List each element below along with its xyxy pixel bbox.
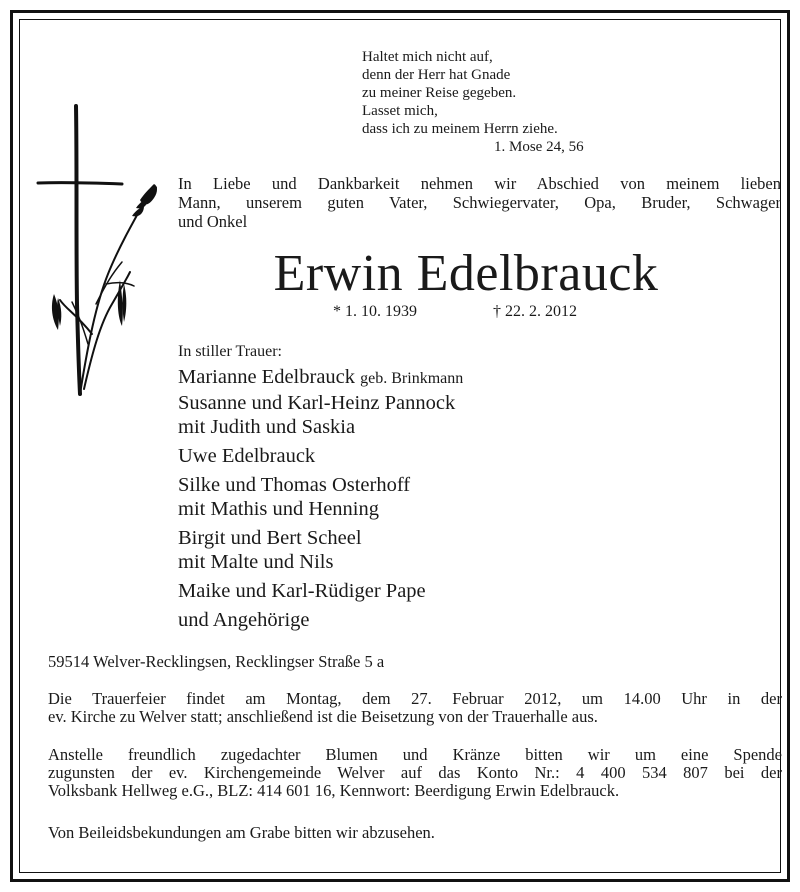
cross-with-wheat-icon	[36, 104, 160, 396]
donation-line: zugunsten der ev. Kirchengemeinde Welver auf das Konto Nr.: 4 400 534 807 bei der	[48, 763, 782, 782]
verse-reference: 1. Mose 24, 56	[494, 139, 584, 155]
bible-verse	[362, 48, 558, 138]
donation-notice	[48, 746, 782, 800]
verse-line: zu meiner Reise gegeben.	[362, 85, 517, 101]
mourner-line: und Angehörige	[178, 609, 310, 631]
deceased-name: Erwin Edelbrauck	[273, 245, 659, 302]
intro-line: und Onkel	[178, 212, 248, 231]
birth-date: * 1. 10. 1939	[333, 303, 417, 320]
mourner-line: Silke und Thomas Osterhoff	[178, 474, 411, 496]
mourner-line: Birgit und Bert Scheel	[178, 527, 362, 549]
verse-line: Lasset mich,	[362, 103, 438, 119]
mourner-line: Uwe Edelbrauck	[178, 445, 316, 467]
verse-line: denn der Herr hat Gnade	[362, 67, 511, 83]
mourner-line: mit Malte und Nils	[178, 551, 334, 573]
mourners-label: In stiller Trauer:	[178, 343, 282, 360]
address: 59514 Welver-Recklingsen, Recklingser Straße 5 a	[48, 652, 385, 671]
mourner-line: Maike und Karl-Rüdiger Pape	[178, 580, 426, 602]
mourners-list	[178, 365, 463, 632]
intro-text	[178, 174, 781, 231]
death-date: † 22. 2. 2012	[493, 303, 577, 320]
donation-line: Volksbank Hellweg e.G., BLZ: 414 601 16, Kennwort: Beerdigung Erwin Edelbrauck.	[48, 781, 620, 800]
mourner-line	[178, 365, 463, 391]
mourner-line: mit Judith und Saskia	[178, 416, 356, 438]
funeral-notice	[48, 690, 782, 726]
mourner-line: Susanne und Karl-Heinz Pannock	[178, 392, 456, 414]
funeral-line: Die Trauerfeier findet am Montag, dem 27. Februar 2012, um 14.00 Uhr in der	[48, 689, 782, 708]
intro-line: Mann, unserem guten Vater, Schwiegervater, Opa, Bruder, Schwager	[178, 193, 781, 212]
mourner-line: mit Mathis und Henning	[178, 498, 380, 520]
verse-line: dass ich zu meinem Herrn ziehe.	[362, 121, 558, 137]
verse-line: Haltet mich nicht auf,	[362, 49, 493, 65]
intro-line: In Liebe und Dankbarkeit nehmen wir Abschied von meinem lieben	[178, 174, 781, 193]
funeral-line: ev. Kirche zu Welver statt; anschließend ist die Beisetzung von der Trauerhalle aus.	[48, 707, 598, 726]
donation-line: Anstelle freundlich zugedachter Blumen und Kränze bitten wir um eine Spende	[48, 745, 782, 764]
mourner-name: Marianne Edelbrauck	[178, 366, 356, 388]
closing-note	[48, 824, 782, 842]
maiden-name: geb. Brinkmann	[360, 370, 464, 387]
closing-line: Von Beileidsbekundungen am Grabe bitten wir abzusehen.	[48, 823, 435, 842]
